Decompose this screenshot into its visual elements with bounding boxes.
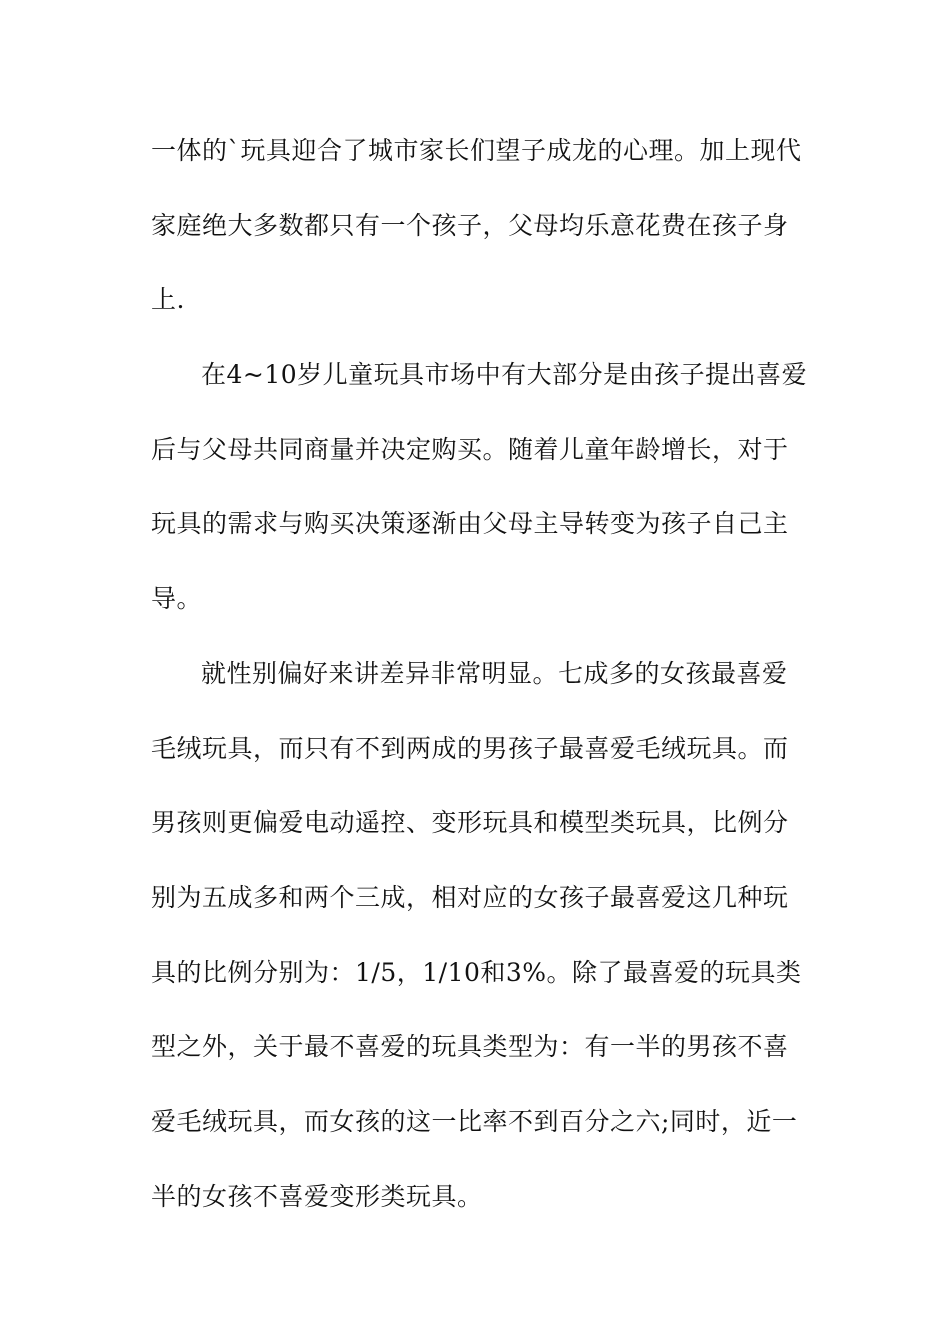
text-line: 爱毛绒玩具，而女孩的这一比率不到百分之六;同时，近一: [151, 1106, 798, 1136]
paragraph-first-line: 就性别偏好来讲差异非常明显。七成多的女孩最喜爱: [201, 658, 788, 688]
text-line: 半的女孩不喜爱变形类玩具。: [151, 1181, 483, 1211]
text-line: 男孩则更偏爱电动遥控、变形玩具和模型类玩具，比例分: [151, 808, 789, 838]
text-line: 型之外，关于最不喜爱的玩具类型为：有一半的男孩不喜: [151, 1032, 789, 1062]
paragraph-first-line: 在4~10岁儿童玩具市场中有大部分是由孩子提出喜爱: [201, 360, 808, 390]
text-line: 上.: [151, 285, 185, 315]
text-line: 玩具的需求与购买决策逐渐由父母主导转变为孩子自己主: [151, 509, 789, 539]
text-line: 导。: [151, 584, 203, 614]
text-line: 一体的`玩具迎合了城市家长们望子成龙的心理。加上现代: [151, 136, 802, 165]
text-line: 毛绒玩具，而只有不到两成的男孩子最喜爱毛绒玩具。而: [151, 733, 789, 763]
text-line: 家庭绝大多数都只有一个孩子，父母均乐意花费在孩子身: [151, 210, 789, 240]
text-line: 具的比例分别为：1/5，1/10和3%。除了最喜爱的玩具类: [151, 957, 802, 987]
text-line: 别为五成多和两个三成，相对应的女孩子最喜爱这几种玩: [151, 882, 789, 912]
text-line: 后与父母共同商量并决定购买。随着儿童年龄增长，对于: [151, 434, 789, 464]
body-text: [151, 122, 811, 1242]
